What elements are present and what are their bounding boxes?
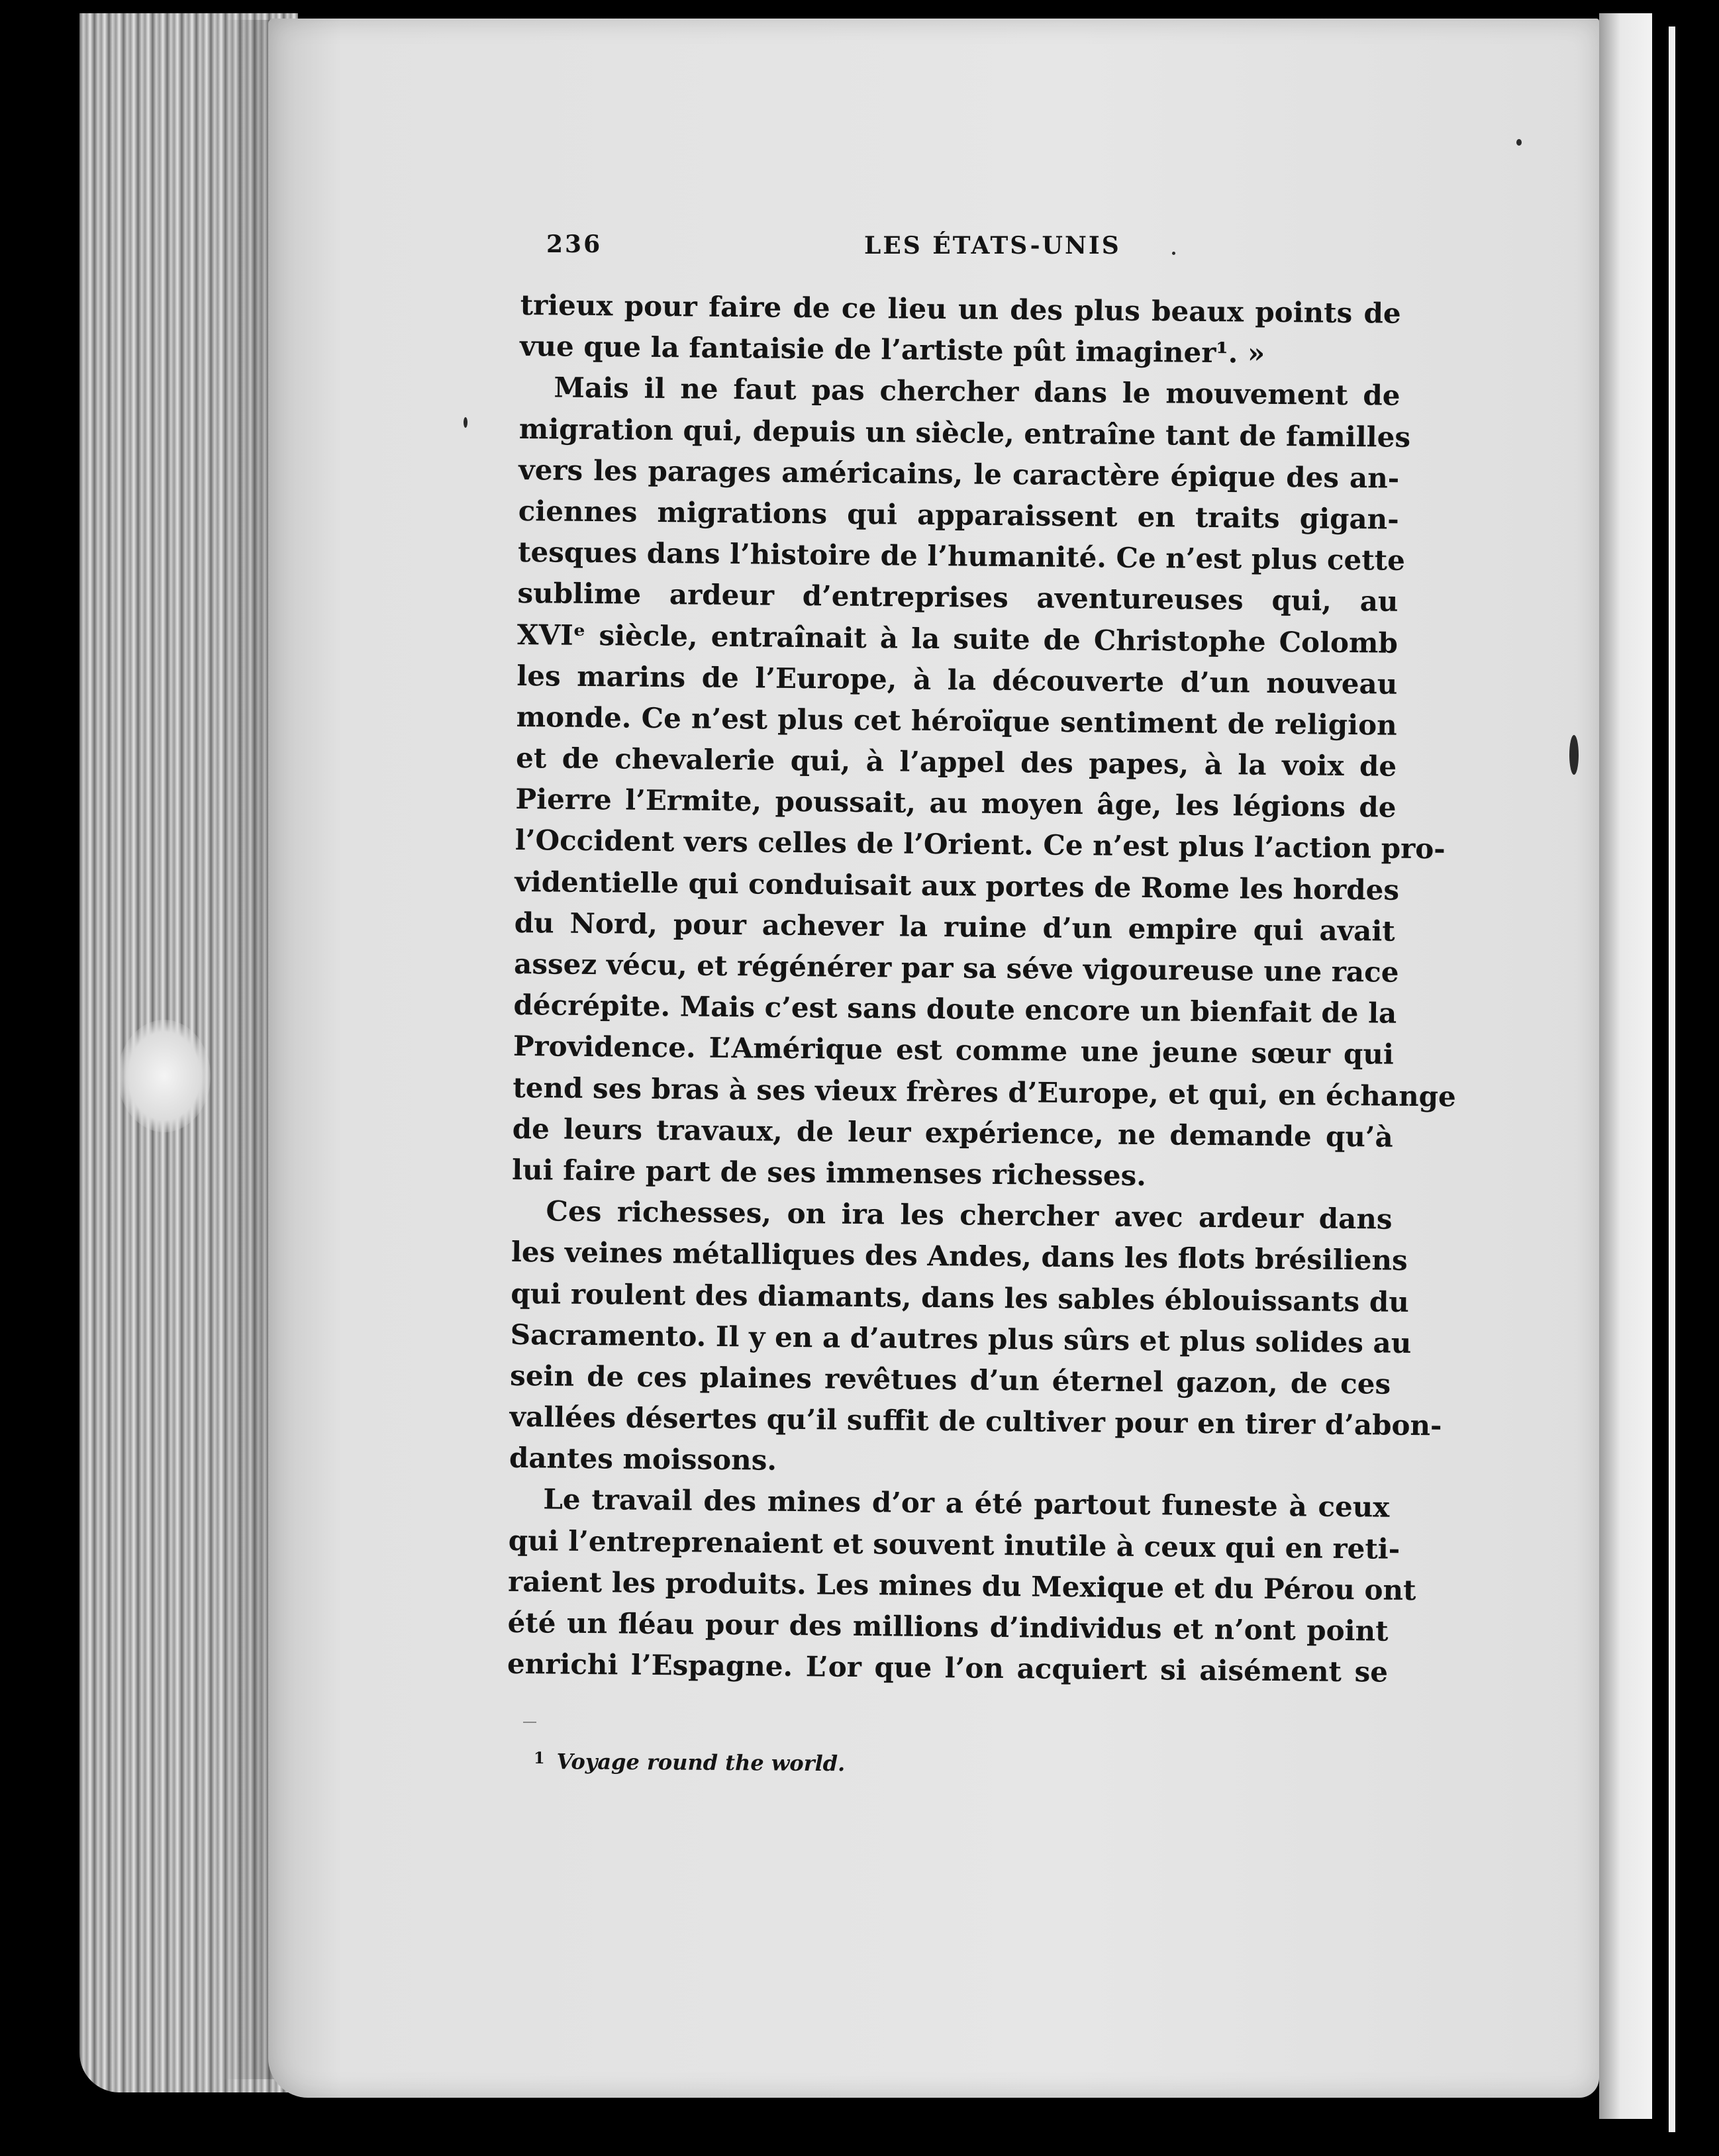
text-line: Mais il ne faut pas chercher dans le mouvement de: [554, 371, 1400, 413]
text-line: de leurs travaux, de leur expérience, ne demande qu’à: [512, 1112, 1393, 1153]
text-line: les veines métalliques des Andes, dans les flots brésiliens: [511, 1236, 1408, 1277]
text-line: décrépite. Mais c’est sans doute encore un bienfait de la: [513, 989, 1397, 1030]
text-line: XVIᵉ siècle, entraînait à la suite de Christophe Colomb: [516, 618, 1399, 660]
text-line: raient les produits. Les mines du Mexique et du Pérou ont: [507, 1565, 1416, 1606]
text-line: Ces richesses, on ira les chercher avec ardeur dans: [546, 1195, 1393, 1236]
text-line: migration qui, depuis un siècle, entraîne tant de familles: [518, 412, 1411, 454]
speck: [1172, 252, 1175, 255]
footnote-marker: 1: [533, 1748, 545, 1768]
text-line: les marins de l’Europe, à la découverte d’un nouveau: [516, 659, 1398, 701]
text-line: sein de ces plaines revêtues d’un éternel gazon, de ces: [509, 1359, 1391, 1400]
facing-page-edge: [1669, 26, 1675, 2132]
text-line: tesques dans l’histoire de l’humanité. Ce n’est plus cette: [517, 536, 1406, 577]
text-line: et de chevalerie qui, à l’appel des papes, à la voix de: [515, 742, 1397, 783]
footnote-text: Voyage round the world.: [556, 1749, 846, 1777]
text-line: videntielle qui conduisait aux portes de Rome les hordes: [515, 865, 1400, 906]
text-line: vue que la fantaisie de l’artiste pût imaginer¹. »: [519, 330, 1265, 369]
text-line: Pierre l’Ermite, poussait, au moyen âge, les légions de: [515, 783, 1397, 824]
text-line: vallées désertes qu’il suffit de cultiver pour en tirer d’abon-: [509, 1400, 1442, 1442]
text-line: l’Occident vers celles de l’Orient. Ce n’est plus l’action pro-: [515, 824, 1446, 865]
text-line: Sacramento. Il y en a d’autres plus sûrs et plus solides au: [510, 1318, 1412, 1359]
text-line: assez vécu, et régénérer par sa séve vigoureuse une race: [513, 947, 1399, 989]
text-line: tend ses bras à ses vieux frères d’Europe, et qui, en échange: [513, 1071, 1456, 1113]
speck: [464, 417, 467, 428]
text-line: vers les parages américains, le caractère épique des an-: [518, 453, 1400, 495]
text-line: trieux pour faire de ce lieu un des plus beaux points de: [520, 288, 1401, 330]
text-line: ciennes migrations qui apparaissent en traits gigan-: [518, 494, 1399, 536]
text-line: du Nord, pour achever la ruine d’un empire qui avait: [514, 906, 1395, 948]
running-head: [546, 230, 1367, 270]
text-line: monde. Ce n’est plus cet héroïque sentiment de religion: [516, 700, 1397, 742]
text-line: enrichi l’Espagne. L’or que l’on acquiert si aisément se: [507, 1647, 1389, 1689]
text-line: Providence. L’Amérique est comme une jeune sœur qui: [513, 1030, 1395, 1071]
text-line: qui roulent des diamants, dans les sables éblouissants du: [511, 1277, 1409, 1318]
paper-stain: [118, 1020, 211, 1132]
footnote-rule: [523, 1722, 536, 1723]
gutter-band: [1599, 13, 1652, 2119]
body-text: [507, 285, 1456, 1693]
text-line: été un fléau pour des millions d’individus et n’ont point: [507, 1606, 1389, 1647]
footnote: [534, 1748, 846, 1776]
page-number: 236: [546, 230, 603, 258]
text-line: sublime ardeur d’entreprises aventureuses qui, au: [517, 577, 1399, 618]
text-line: dantes moissons.: [509, 1442, 777, 1477]
text-line: lui faire part de ses immenses richesses.: [511, 1153, 1147, 1193]
speck: [1516, 139, 1522, 146]
text-line: qui l’entreprenaient et souvent inutile à ceux qui en reti-: [508, 1524, 1400, 1565]
text-line: Le travail des mines d’or a été partout funeste à ceux: [543, 1483, 1390, 1524]
running-title: LES ÉTATS-UNIS: [864, 232, 1121, 260]
speck: [1569, 735, 1579, 775]
